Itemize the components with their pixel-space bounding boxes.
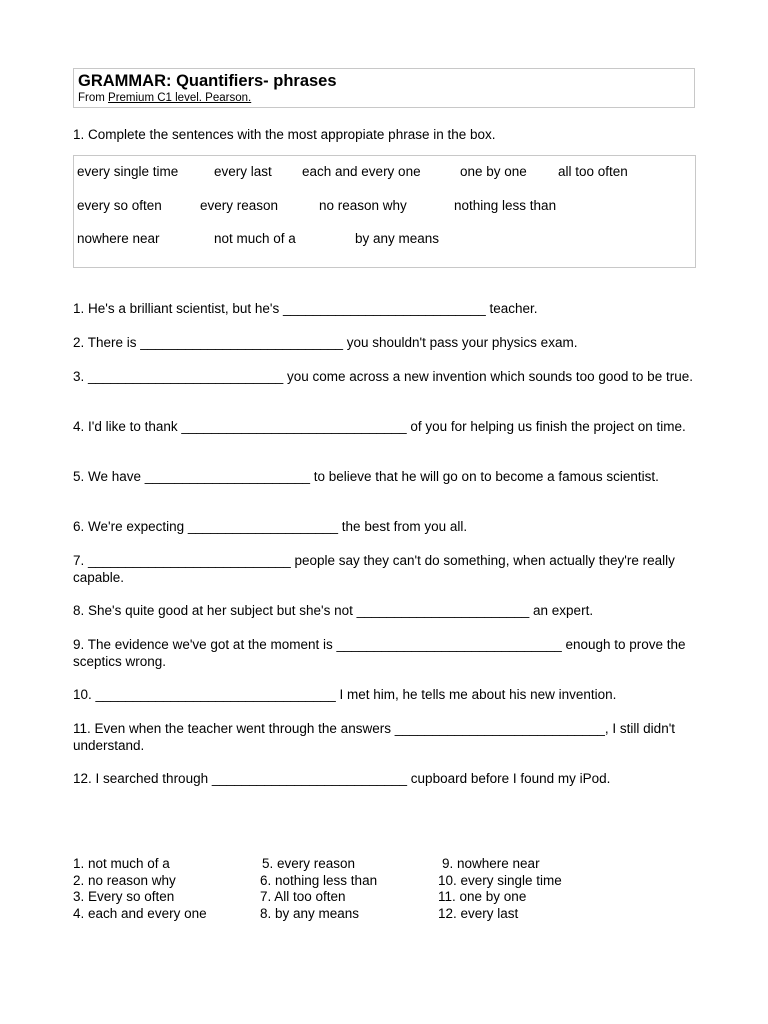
phrase-box <box>73 155 696 268</box>
question-3: 3. __________________________ you come across a new invention which sounds too good to be true. <box>73 369 693 384</box>
answer-item: 9. nowhere near <box>442 856 540 871</box>
phrase-item: nothing less than <box>454 198 557 213</box>
answer-item: 2. no reason why <box>73 873 176 888</box>
question-11: 11. Even when the teacher went through the answers ____________________________, I still didn't understand. <box>73 721 676 753</box>
phrase-item: one by one <box>460 164 527 179</box>
answer-item: 7. All too often <box>260 889 346 904</box>
question-10: 10. ________________________________ I met him, he tells me about his new invention. <box>73 687 617 702</box>
phrase-item: each and every one <box>302 164 421 179</box>
question-2: 2. There is ___________________________ you shouldn't pass your physics exam. <box>73 335 578 350</box>
phrase-item: no reason why <box>319 198 407 213</box>
source-line <box>78 91 690 105</box>
answer-item: 11. one by one <box>438 889 527 904</box>
phrase-item: all too often <box>558 164 628 179</box>
phrase-item: every last <box>214 164 272 179</box>
source-link[interactable]: Premium C1 level. Pearson. <box>108 92 252 104</box>
question-4: 4. I'd like to thank ______________________________ of you for helping us finish the project on time. <box>73 419 686 434</box>
answer-item: 4. each and every one <box>73 906 207 921</box>
answer-item: 12. every last <box>438 906 519 921</box>
question-5: 5. We have ______________________ to believe that he will go on to become a famous scientist. <box>73 469 659 484</box>
phrase-item: nowhere near <box>77 231 160 246</box>
answer-item: 8. by any means <box>260 906 360 921</box>
question-6: 6. We're expecting ____________________ the best from you all. <box>73 519 468 534</box>
header-box <box>73 68 695 108</box>
question-7: 7. ___________________________ people say they can't do something, when actually they're really capable. <box>73 553 675 585</box>
answer-item: 5. every reason <box>262 856 356 871</box>
question-1: 1. He's a brilliant scientist, but he's ___________________________ teacher. <box>73 301 538 316</box>
question-12: 12. I searched through __________________________ cupboard before I found my iPod. <box>73 771 611 786</box>
phrase-item: not much of a <box>214 231 296 246</box>
instruction-text: 1. Complete the sentences with the most appropiate phrase in the box. <box>73 127 496 142</box>
phrase-item: every so often <box>77 198 162 213</box>
question-8: 8. She's quite good at her subject but she's not _______________________ an expert. <box>73 603 594 618</box>
answer-item: 6. nothing less than <box>260 873 378 888</box>
answer-item: 10. every single time <box>438 873 562 888</box>
phrase-item: every reason <box>200 198 279 213</box>
page-title: GRAMMAR: Quantifiers- phrases <box>78 72 337 90</box>
phrase-item: every single time <box>77 164 179 179</box>
answer-item: 1. not much of a <box>73 856 170 871</box>
answer-item: 3. Every so often <box>73 889 175 904</box>
source-prefix: From <box>78 92 109 104</box>
phrase-item: by any means <box>355 231 440 246</box>
question-9: 9. The evidence we've got at the moment is ______________________________ enough to prove the sceptics wrong. <box>73 637 686 669</box>
